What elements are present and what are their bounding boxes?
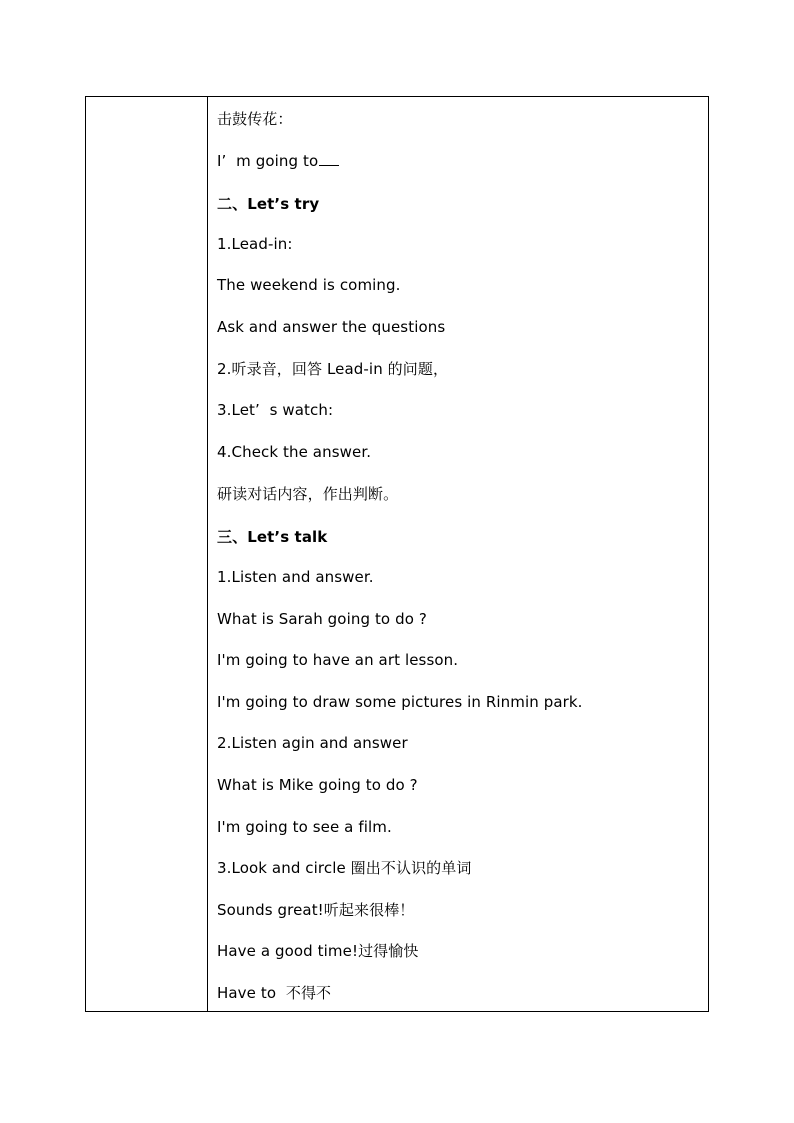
text-line: 2.Listen agin and answer: [217, 734, 408, 752]
text-line: 击鼓传花：: [217, 110, 293, 128]
text-line: 4.Check the answer.: [217, 443, 372, 461]
text-line: 2.听录音，回答 Lead-in 的问题，: [217, 360, 449, 378]
section-heading: 二、Let’s try: [217, 195, 320, 213]
text-line: 1.Lead-in:: [217, 235, 293, 253]
section-heading: 三、Let’s talk: [217, 528, 328, 546]
text-line: Have to 不得不: [217, 984, 332, 1002]
text-line: I'm going to draw some pictures in Rinmin park.: [217, 693, 583, 711]
text-line: What is Sarah going to do ?: [217, 610, 427, 628]
text-line: Sounds great!听起来很棒！: [217, 901, 415, 919]
text-line: 1.Listen and answer.: [217, 568, 374, 586]
text-line-fill-blank: [217, 151, 339, 171]
text-line: I'm going to have an art lesson.: [217, 651, 459, 669]
text-line: 研读对话内容，作出判断。: [217, 485, 399, 503]
text-line: The weekend is coming.: [217, 276, 401, 294]
text-line: 3.Look and circle 圈出不认识的单词: [217, 859, 472, 877]
text-line: Ask and answer the questions: [217, 318, 446, 336]
table-right-cell: [208, 97, 708, 1011]
text-line-content: I’ m going to: [217, 152, 319, 170]
blank-underline: [319, 151, 339, 166]
text-line: 3.Let’ s watch:: [217, 401, 334, 419]
text-line: I'm going to see a film.: [217, 818, 392, 836]
table-left-cell: [86, 97, 208, 1011]
text-line: Have a good time!过得愉快: [217, 942, 419, 960]
text-line: What is Mike going to do ?: [217, 776, 418, 794]
lesson-table: [85, 96, 709, 1012]
